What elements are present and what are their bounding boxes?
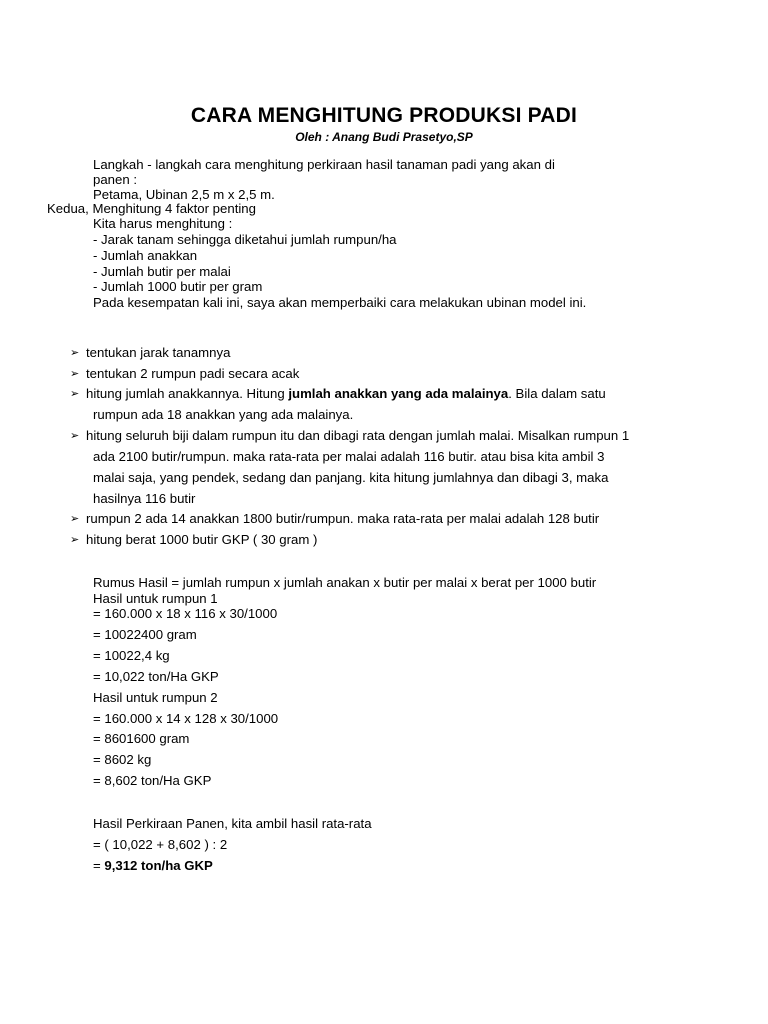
calc-heading: Hasil untuk rumpun 2 [93,690,218,705]
calc-line: = 160.000 x 18 x 116 x 30/1000 [93,606,278,621]
intro-line: panen : [93,172,137,187]
bullet-continuation: hasilnya 116 butir [93,491,196,506]
calc-line: = 160.000 x 14 x 128 x 30/1000 [93,711,279,726]
calc-line: = 10022,4 kg [93,648,170,663]
bullet-item [86,386,606,402]
bullet-continuation: ada 2100 butir/rumpun. maka rata-rata per malai adalah 116 butir. atau bisa kita ambil 3 [93,449,605,464]
intro-line: - Jumlah anakkan [93,248,198,263]
bullet-arrow-icon: ➢ [70,388,80,400]
bullet-arrow-icon: ➢ [70,430,80,442]
calc-result-line [93,858,213,874]
document-title: CARA MENGHITUNG PRODUKSI PADI [190,104,578,127]
calc-heading: Hasil untuk rumpun 1 [93,591,218,606]
document-author: Oleh : Anang Budi Prasetyo,SP [295,130,473,144]
intro-line: Kedua, Menghitung 4 faktor penting [47,201,256,216]
calc-line: = ( 10,022 + 8,602 ) : 2 [93,837,228,852]
intro-line: - Jumlah 1000 butir per gram [93,279,263,294]
calc-equals: = [93,858,105,873]
intro-line: - Jarak tanam sehingga diketahui jumlah rumpun/ha [93,232,397,247]
bullet-arrow-icon: ➢ [70,368,80,380]
bullet-continuation: rumpun ada 18 anakkan yang ada malainya. [93,407,354,422]
bullet-item: hitung seluruh biji dalam rumpun itu dan dibagi rata dengan jumlah malai. Misalkan rumpun 1 [86,428,630,443]
bullet-text: . Bila dalam satu [508,386,606,401]
bullet-arrow-icon: ➢ [70,534,80,546]
intro-line: Kita harus menghitung : [93,216,233,231]
formula-line: Rumus Hasil = jumlah rumpun x jumlah anakan x butir per malai x berat per 1000 butir [93,575,597,590]
intro-line: Langkah - langkah cara menghitung perkiraan hasil tanaman padi yang akan di [93,157,555,172]
bullet-item: rumpun 2 ada 14 anakkan 1800 butir/rumpun. maka rata-rata per malai adalah 128 butir [86,511,600,526]
calc-line: = 10,022 ton/Ha GKP [93,669,219,684]
intro-line: Pada kesempatan kali ini, saya akan memperbaiki cara melakukan ubinan model ini. [93,295,587,310]
bullet-item: tentukan 2 rumpun padi secara acak [86,366,300,381]
calc-heading: Hasil Perkiraan Panen, kita ambil hasil rata-rata [93,816,372,831]
final-result: 9,312 ton/ha GKP [104,858,213,873]
bullet-text: hitung jumlah anakkannya. Hitung [86,386,289,401]
bullet-item: tentukan jarak tanamnya [86,345,231,360]
intro-line: Petama, Ubinan 2,5 m x 2,5 m. [93,187,275,202]
calc-line: = 8,602 ton/Ha GKP [93,773,212,788]
bullet-arrow-icon: ➢ [70,513,80,525]
intro-line: - Jumlah butir per malai [93,264,231,279]
calc-line: = 8601600 gram [93,731,190,746]
calc-line: = 8602 kg [93,752,152,767]
bullet-arrow-icon: ➢ [70,347,80,359]
calc-line: = 10022400 gram [93,627,197,642]
bullet-item: hitung berat 1000 butir GKP ( 30 gram ) [86,532,318,547]
bullet-continuation: malai saja, yang pendek, sedang dan panjang. kita hitung jumlahnya dan dibagi 3, maka [93,470,609,485]
bullet-text-bold: jumlah anakkan yang ada malainya [288,386,509,401]
